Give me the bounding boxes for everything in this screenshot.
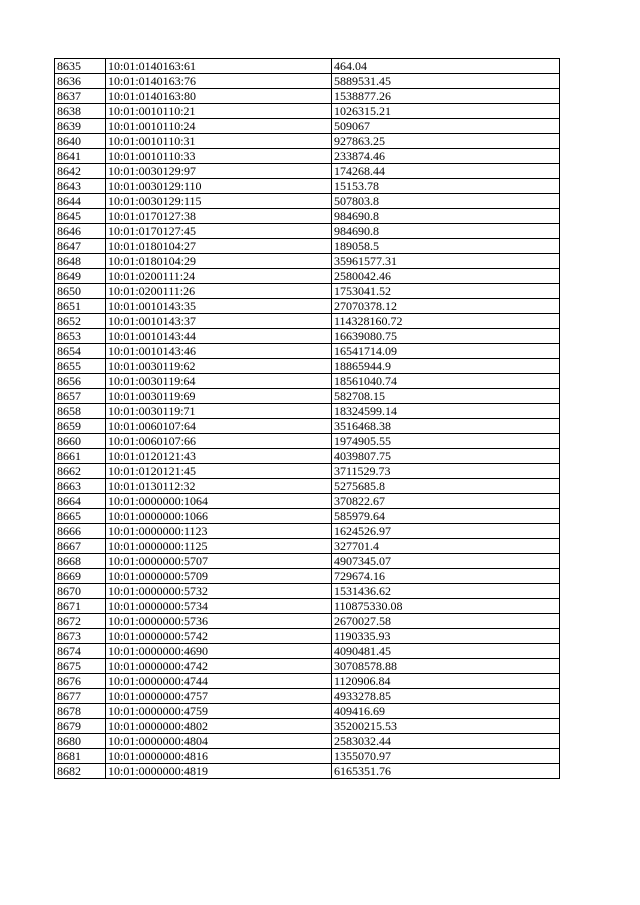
row-number-cell: 8639 xyxy=(55,119,106,134)
value-cell: 1974905.55 xyxy=(332,434,560,449)
cadastral-number-cell: 10:01:0030119:69 xyxy=(106,389,332,404)
table-row xyxy=(55,629,560,644)
cadastral-number-cell: 10:01:0000000:4757 xyxy=(106,689,332,704)
value-cell: 4090481.45 xyxy=(332,644,560,659)
table-row xyxy=(55,599,560,614)
cadastral-number-cell: 10:01:0030129:110 xyxy=(106,179,332,194)
cadastral-number-cell: 10:01:0060107:66 xyxy=(106,434,332,449)
row-number-cell: 8656 xyxy=(55,374,106,389)
table-row xyxy=(55,284,560,299)
row-number-cell: 8646 xyxy=(55,224,106,239)
value-cell: 507803.8 xyxy=(332,194,560,209)
value-cell: 464.04 xyxy=(332,59,560,74)
cadastral-number-cell: 10:01:0140163:80 xyxy=(106,89,332,104)
row-number-cell: 8673 xyxy=(55,629,106,644)
row-number-cell: 8663 xyxy=(55,479,106,494)
value-cell: 984690.8 xyxy=(332,224,560,239)
cadastral-number-cell: 10:01:0000000:5736 xyxy=(106,614,332,629)
cadastral-number-cell: 10:01:0010110:31 xyxy=(106,134,332,149)
row-number-cell: 8668 xyxy=(55,554,106,569)
value-cell: 729674.16 xyxy=(332,569,560,584)
table-row xyxy=(55,254,560,269)
table-row xyxy=(55,404,560,419)
cadastral-number-cell: 10:01:0000000:5734 xyxy=(106,599,332,614)
row-number-cell: 8645 xyxy=(55,209,106,224)
value-cell: 1624526.97 xyxy=(332,524,560,539)
cadastral-number-cell: 10:01:0010110:21 xyxy=(106,104,332,119)
table-row xyxy=(55,569,560,584)
table-row xyxy=(55,374,560,389)
row-number-cell: 8667 xyxy=(55,539,106,554)
row-number-cell: 8671 xyxy=(55,599,106,614)
data-table xyxy=(54,58,560,779)
table-row xyxy=(55,704,560,719)
table-row xyxy=(55,269,560,284)
value-cell: 509067 xyxy=(332,119,560,134)
row-number-cell: 8644 xyxy=(55,194,106,209)
cadastral-number-cell: 10:01:0000000:1066 xyxy=(106,509,332,524)
value-cell: 35200215.53 xyxy=(332,719,560,734)
cadastral-number-cell: 10:01:0000000:4816 xyxy=(106,749,332,764)
cadastral-number-cell: 10:01:0060107:64 xyxy=(106,419,332,434)
cadastral-number-cell: 10:01:0000000:4804 xyxy=(106,734,332,749)
cadastral-number-cell: 10:01:0010143:46 xyxy=(106,344,332,359)
row-number-cell: 8660 xyxy=(55,434,106,449)
cadastral-number-cell: 10:01:0000000:5709 xyxy=(106,569,332,584)
row-number-cell: 8641 xyxy=(55,149,106,164)
row-number-cell: 8666 xyxy=(55,524,106,539)
cadastral-number-cell: 10:01:0010110:33 xyxy=(106,149,332,164)
table-row xyxy=(55,119,560,134)
value-cell: 27070378.12 xyxy=(332,299,560,314)
row-number-cell: 8679 xyxy=(55,719,106,734)
row-number-cell: 8677 xyxy=(55,689,106,704)
cadastral-number-cell: 10:01:0010143:37 xyxy=(106,314,332,329)
value-cell: 927863.25 xyxy=(332,134,560,149)
table-row xyxy=(55,734,560,749)
row-number-cell: 8662 xyxy=(55,464,106,479)
row-number-cell: 8649 xyxy=(55,269,106,284)
table-row xyxy=(55,209,560,224)
row-number-cell: 8652 xyxy=(55,314,106,329)
row-number-cell: 8659 xyxy=(55,419,106,434)
table-row xyxy=(55,434,560,449)
value-cell: 585979.64 xyxy=(332,509,560,524)
value-cell: 30708578.88 xyxy=(332,659,560,674)
row-number-cell: 8654 xyxy=(55,344,106,359)
row-number-cell: 8665 xyxy=(55,509,106,524)
cadastral-number-cell: 10:01:0000000:4690 xyxy=(106,644,332,659)
value-cell: 5275685.8 xyxy=(332,479,560,494)
value-cell: 409416.69 xyxy=(332,704,560,719)
value-cell: 15153.78 xyxy=(332,179,560,194)
value-cell: 6165351.76 xyxy=(332,764,560,779)
table-row xyxy=(55,554,560,569)
cadastral-number-cell: 10:01:0000000:4744 xyxy=(106,674,332,689)
row-number-cell: 8682 xyxy=(55,764,106,779)
table-row xyxy=(55,299,560,314)
table-row xyxy=(55,449,560,464)
cadastral-number-cell: 10:01:0140163:76 xyxy=(106,74,332,89)
row-number-cell: 8638 xyxy=(55,104,106,119)
cadastral-number-cell: 10:01:0000000:5742 xyxy=(106,629,332,644)
value-cell: 4039807.75 xyxy=(332,449,560,464)
table-row xyxy=(55,464,560,479)
row-number-cell: 8676 xyxy=(55,674,106,689)
cadastral-number-cell: 10:01:0200111:24 xyxy=(106,269,332,284)
table-row xyxy=(55,149,560,164)
cadastral-number-cell: 10:01:0030129:115 xyxy=(106,194,332,209)
value-cell: 1538877.26 xyxy=(332,89,560,104)
value-cell: 4907345.07 xyxy=(332,554,560,569)
table-row xyxy=(55,614,560,629)
cadastral-number-cell: 10:01:0000000:1125 xyxy=(106,539,332,554)
table-row xyxy=(55,479,560,494)
row-number-cell: 8670 xyxy=(55,584,106,599)
row-number-cell: 8674 xyxy=(55,644,106,659)
table-row xyxy=(55,134,560,149)
table-row xyxy=(55,509,560,524)
cadastral-number-cell: 10:01:0000000:1064 xyxy=(106,494,332,509)
value-cell: 4933278.85 xyxy=(332,689,560,704)
row-number-cell: 8650 xyxy=(55,284,106,299)
value-cell: 114328160.72 xyxy=(332,314,560,329)
cadastral-number-cell: 10:01:0180104:29 xyxy=(106,254,332,269)
value-cell: 370822.67 xyxy=(332,494,560,509)
row-number-cell: 8675 xyxy=(55,659,106,674)
cadastral-number-cell: 10:01:0000000:4802 xyxy=(106,719,332,734)
value-cell: 327701.4 xyxy=(332,539,560,554)
table-row xyxy=(55,104,560,119)
table-row xyxy=(55,314,560,329)
cadastral-number-cell: 10:01:0200111:26 xyxy=(106,284,332,299)
table-row xyxy=(55,689,560,704)
table-row xyxy=(55,389,560,404)
row-number-cell: 8669 xyxy=(55,569,106,584)
table-row xyxy=(55,224,560,239)
row-number-cell: 8661 xyxy=(55,449,106,464)
cadastral-number-cell: 10:01:0010143:44 xyxy=(106,329,332,344)
table-row xyxy=(55,644,560,659)
table-row xyxy=(55,749,560,764)
table-row xyxy=(55,239,560,254)
cadastral-number-cell: 10:01:0010143:35 xyxy=(106,299,332,314)
cadastral-number-cell: 10:01:0030119:64 xyxy=(106,374,332,389)
row-number-cell: 8651 xyxy=(55,299,106,314)
row-number-cell: 8648 xyxy=(55,254,106,269)
value-cell: 110875330.08 xyxy=(332,599,560,614)
row-number-cell: 8658 xyxy=(55,404,106,419)
cadastral-number-cell: 10:01:0120121:43 xyxy=(106,449,332,464)
cadastral-number-cell: 10:01:0140163:61 xyxy=(106,59,332,74)
value-cell: 1355070.97 xyxy=(332,749,560,764)
table-row xyxy=(55,329,560,344)
value-cell: 35961577.31 xyxy=(332,254,560,269)
table-row xyxy=(55,419,560,434)
table-row xyxy=(55,584,560,599)
value-cell: 233874.46 xyxy=(332,149,560,164)
value-cell: 174268.44 xyxy=(332,164,560,179)
cadastral-number-cell: 10:01:0170127:38 xyxy=(106,209,332,224)
cadastral-number-cell: 10:01:0170127:45 xyxy=(106,224,332,239)
table-row xyxy=(55,74,560,89)
cadastral-number-cell: 10:01:0000000:4759 xyxy=(106,704,332,719)
table-body xyxy=(55,59,560,779)
cadastral-number-cell: 10:01:0180104:27 xyxy=(106,239,332,254)
cadastral-number-cell: 10:01:0000000:4819 xyxy=(106,764,332,779)
value-cell: 1531436.62 xyxy=(332,584,560,599)
value-cell: 18865944.9 xyxy=(332,359,560,374)
value-cell: 189058.5 xyxy=(332,239,560,254)
table-row xyxy=(55,524,560,539)
value-cell: 2583032.44 xyxy=(332,734,560,749)
row-number-cell: 8664 xyxy=(55,494,106,509)
table-row xyxy=(55,359,560,374)
value-cell: 984690.8 xyxy=(332,209,560,224)
value-cell: 582708.15 xyxy=(332,389,560,404)
row-number-cell: 8680 xyxy=(55,734,106,749)
row-number-cell: 8636 xyxy=(55,74,106,89)
table-row xyxy=(55,179,560,194)
table-row xyxy=(55,164,560,179)
cadastral-number-cell: 10:01:0030119:62 xyxy=(106,359,332,374)
cadastral-number-cell: 10:01:0000000:5707 xyxy=(106,554,332,569)
row-number-cell: 8655 xyxy=(55,359,106,374)
row-number-cell: 8681 xyxy=(55,749,106,764)
value-cell: 2670027.58 xyxy=(332,614,560,629)
table-row xyxy=(55,344,560,359)
row-number-cell: 8635 xyxy=(55,59,106,74)
row-number-cell: 8640 xyxy=(55,134,106,149)
value-cell: 3516468.38 xyxy=(332,419,560,434)
cadastral-number-cell: 10:01:0000000:1123 xyxy=(106,524,332,539)
cadastral-number-cell: 10:01:0000000:5732 xyxy=(106,584,332,599)
cadastral-number-cell: 10:01:0030129:97 xyxy=(106,164,332,179)
row-number-cell: 8653 xyxy=(55,329,106,344)
value-cell: 1190335.93 xyxy=(332,629,560,644)
row-number-cell: 8672 xyxy=(55,614,106,629)
table-row xyxy=(55,194,560,209)
table-row xyxy=(55,719,560,734)
cadastral-number-cell: 10:01:0000000:4742 xyxy=(106,659,332,674)
cadastral-number-cell: 10:01:0030119:71 xyxy=(106,404,332,419)
value-cell: 16541714.09 xyxy=(332,344,560,359)
value-cell: 3711529.73 xyxy=(332,464,560,479)
row-number-cell: 8637 xyxy=(55,89,106,104)
value-cell: 18561040.74 xyxy=(332,374,560,389)
row-number-cell: 8657 xyxy=(55,389,106,404)
cadastral-number-cell: 10:01:0130112:32 xyxy=(106,479,332,494)
value-cell: 1753041.52 xyxy=(332,284,560,299)
row-number-cell: 8643 xyxy=(55,179,106,194)
value-cell: 16639080.75 xyxy=(332,329,560,344)
table-row xyxy=(55,674,560,689)
value-cell: 5889531.45 xyxy=(332,74,560,89)
table-row xyxy=(55,89,560,104)
value-cell: 1120906.84 xyxy=(332,674,560,689)
cadastral-number-cell: 10:01:0010110:24 xyxy=(106,119,332,134)
table-row xyxy=(55,764,560,779)
value-cell: 18324599.14 xyxy=(332,404,560,419)
row-number-cell: 8678 xyxy=(55,704,106,719)
table-row xyxy=(55,539,560,554)
value-cell: 2580042.46 xyxy=(332,269,560,284)
cadastral-number-cell: 10:01:0120121:45 xyxy=(106,464,332,479)
row-number-cell: 8647 xyxy=(55,239,106,254)
table-row xyxy=(55,59,560,74)
value-cell: 1026315.21 xyxy=(332,104,560,119)
table-row xyxy=(55,659,560,674)
row-number-cell: 8642 xyxy=(55,164,106,179)
table-row xyxy=(55,494,560,509)
